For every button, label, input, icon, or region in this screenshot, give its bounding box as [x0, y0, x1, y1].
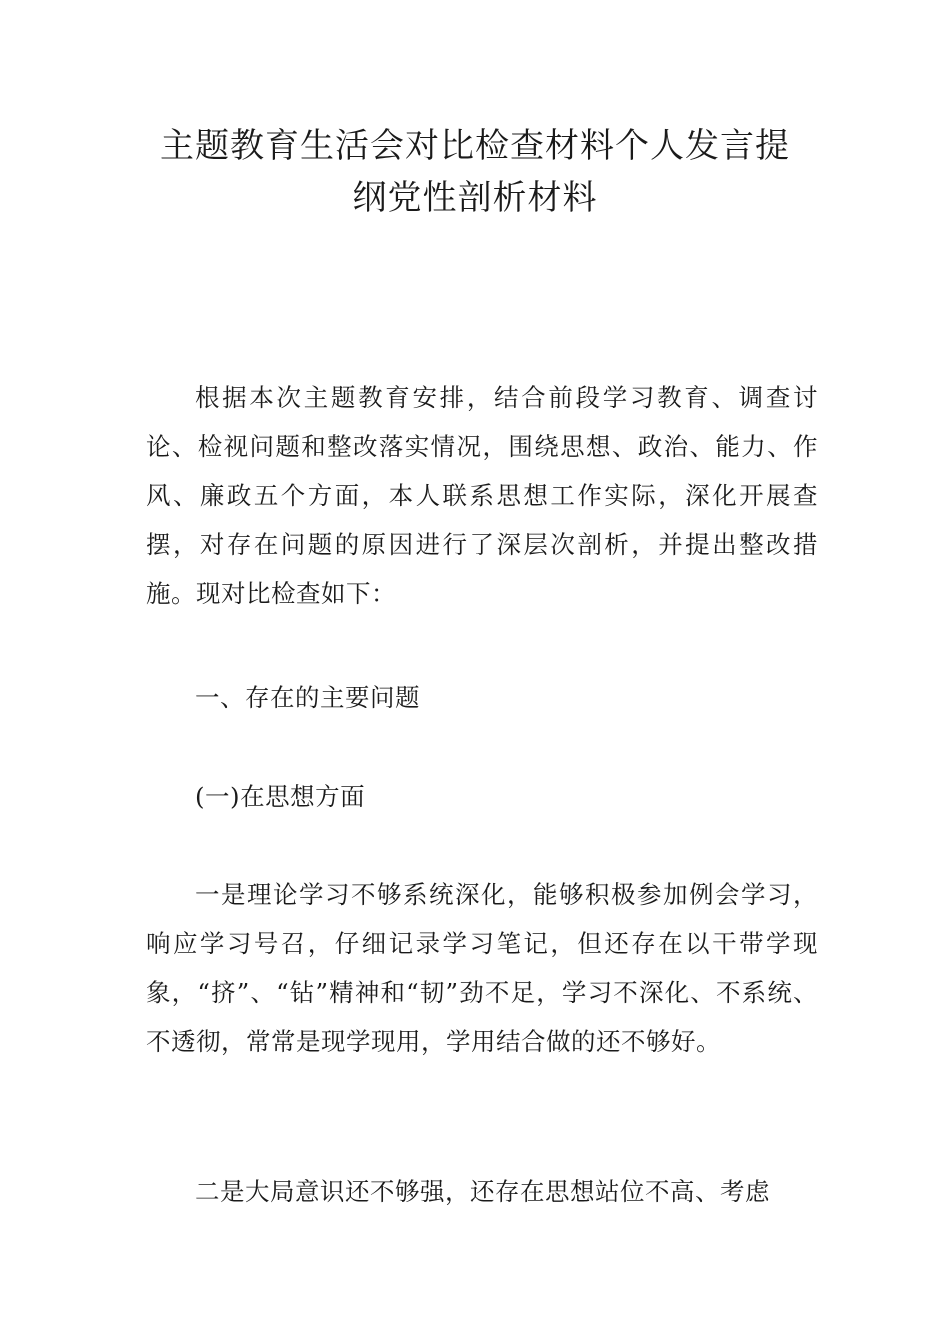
title-line-2: 纲党性剖析材料: [352, 178, 598, 218]
item-paragraph-2: 二是大局意识还不够强，还存在思想站位不高、考虑: [195, 1177, 770, 1206]
section-heading: 一、存在的主要问题: [195, 683, 420, 712]
title-line-1: 主题教育生活会对比检查材料个人发言提: [160, 126, 790, 166]
intro-paragraph: 根据本次主题教育安排，结合前段学习教育、调查讨论、检视问题和整改落实情况，围绕思想、政治、能力、作风、廉政五个方面，本人联系思想工作实际，深化开展查摆，对存在问题的原因进行了深层次剖析，并提出整改措施。现对比检查如下：: [146, 383, 818, 608]
document-title: [120, 120, 830, 224]
subsection-heading: (一)在思想方面: [195, 782, 366, 811]
item-paragraph-1: 一是理论学习不够系统深化，能够积极参加例会学习，响应学习号召，仔细记录学习笔记，但还存在以干带学现象，“挤”、“钻”精神和“韧”劲不足，学习不深化、不系统、不透彻，常常是现学现用，学用结合做的还不够好。: [146, 880, 818, 1056]
